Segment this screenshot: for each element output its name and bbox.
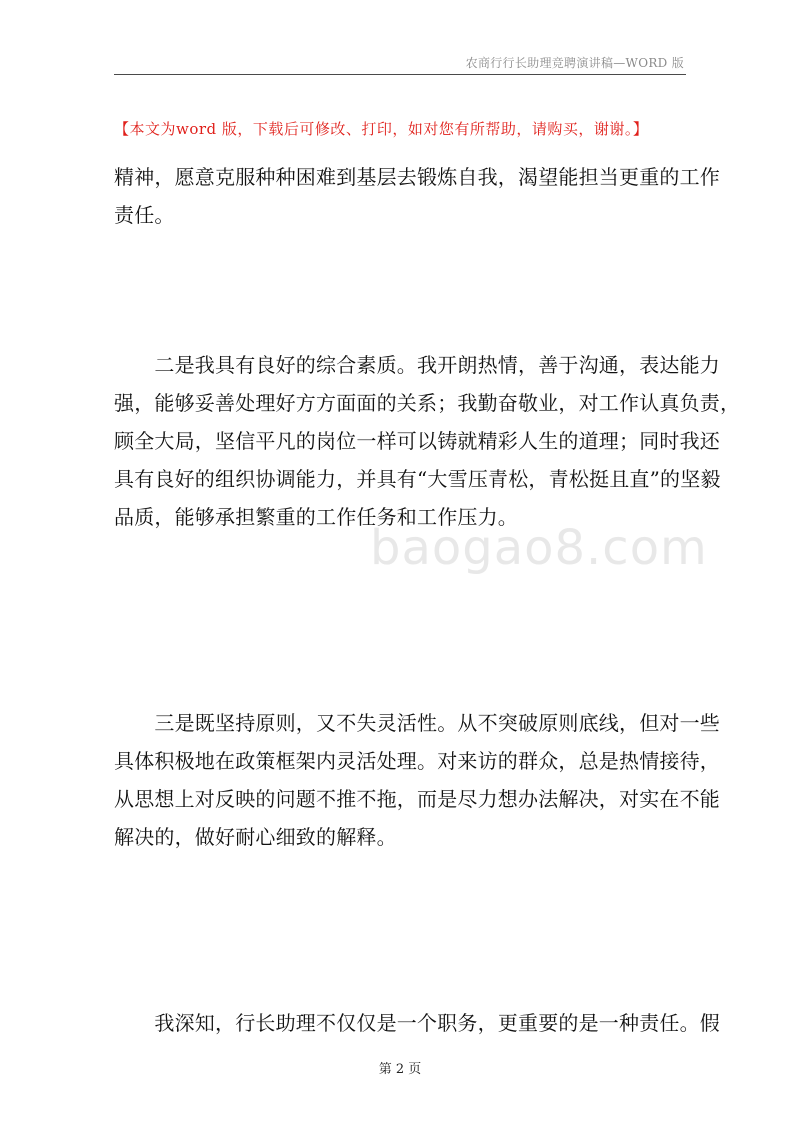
text-line: 具有良好的组织协调能力，并具有“大雪压青松，青松挺且直”的坚毅	[114, 467, 721, 491]
page-number: 第 2 页	[378, 1062, 422, 1077]
header-title: 农商行行长助理竞聘演讲稿—WORD 版	[465, 56, 684, 70]
paragraph-3	[114, 704, 720, 856]
text-line: 顾全大局，坚信平凡的岗位一样可以铸就精彩人生的道理；同时我还	[114, 429, 720, 453]
header-divider	[114, 74, 686, 75]
text-line: 具体积极地在政策框架内灵活处理。对来访的群众，总是热情接待，	[114, 749, 720, 773]
text-line: 品质，能够承担繁重的工作任务和工作压力。	[114, 505, 518, 529]
text-line: 精神，愿意克服种种困难到基层去锻炼自我，渴望能担当更重的工作	[114, 165, 720, 189]
text-line: 强，能够妥善处理好方方面面的关系；我勤奋敬业，对工作认真负责，	[114, 391, 741, 415]
text-line: 责任。	[114, 203, 175, 227]
text-line: 解决的，做好耐心细致的解释。	[114, 825, 397, 849]
paragraph-2	[114, 346, 741, 536]
paragraph-1	[114, 158, 720, 234]
text-line: 二是我具有良好的综合素质。我开朗热情，善于沟通，表达能力	[114, 353, 720, 377]
text-line: 三是既坚持原则，又不失灵活性。从不突破原则底线，但对一些	[114, 711, 720, 735]
paragraph-4	[114, 1004, 720, 1042]
text-line: 我深知，行长助理不仅仅是一个职务，更重要的是一种责任。假	[114, 1011, 720, 1035]
download-notice: 【本文为word 版，下载后可修改、打印，如对您有所帮助，请购买，谢谢。】	[114, 120, 649, 138]
text-line: 从思想上对反映的问题不推不拖，而是尽力想办法解决，对实在不能	[114, 787, 720, 811]
watermark: baogao8.com	[370, 520, 708, 576]
